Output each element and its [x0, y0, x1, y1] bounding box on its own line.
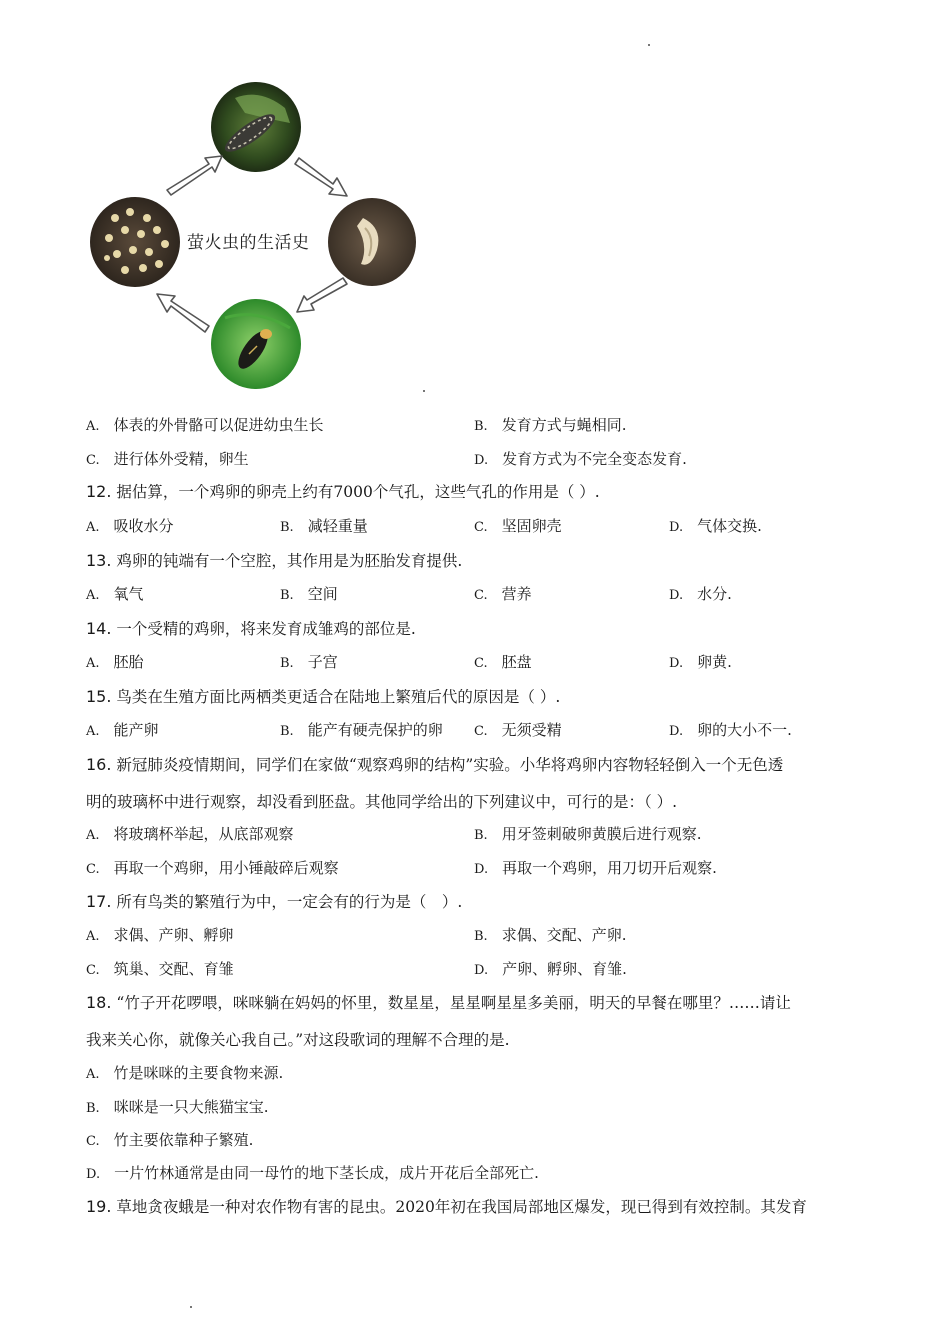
- question-14: 14. 一个受精的鸡卵，将来发育成雏鸡的部位是.: [86, 619, 416, 638]
- stray-dot: [423, 390, 425, 392]
- question-12: 12. 据估算，一个鸡卵的卵壳上约有7000个气孔，这些气孔的作用是（ ）.: [86, 482, 600, 501]
- arrow-egg-to-larva: [167, 156, 222, 195]
- q15-option-a[interactable]: A. 能产卵: [86, 721, 159, 739]
- q14-option-b[interactable]: B. 子宫: [280, 653, 338, 671]
- q12-option-b[interactable]: B. 减轻重量: [280, 517, 368, 535]
- adult-image: [211, 299, 301, 389]
- q15-option-d[interactable]: D. 卵的大小不一.: [669, 721, 792, 739]
- q17-option-a[interactable]: A. 求偶、产卵、孵卵: [86, 926, 234, 944]
- q11-option-d[interactable]: D. 发育方式为不完全变态发育.: [474, 450, 687, 468]
- question-18: 18. “竹子开花啰喂，咪咪躺在妈妈的怀里，数星星，星星啊星星多美丽，明天的早餐在哪里？……请让: [86, 993, 791, 1012]
- egg-image: [90, 197, 180, 287]
- q12-option-a[interactable]: A. 吸收水分: [86, 517, 174, 535]
- q18-option-a[interactable]: A. 竹是咪咪的主要食物来源.: [86, 1064, 284, 1082]
- q16-option-b[interactable]: B. 用牙签刺破卵黄膜后进行观察.: [474, 825, 702, 843]
- q18-option-c[interactable]: C. 竹主要依靠种子繁殖.: [86, 1131, 254, 1149]
- stray-dot: [190, 1306, 192, 1308]
- question-18-line-2: 我来关心你，就像关心我自己。”对这段歌词的理解不合理的是.: [86, 1031, 510, 1049]
- q13-option-d[interactable]: D. 水分.: [669, 585, 732, 603]
- q18-option-b[interactable]: B. 咪咪是一只大熊猫宝宝.: [86, 1098, 269, 1116]
- q13-option-a[interactable]: A. 氧气: [86, 585, 144, 603]
- arrow-pupa-to-adult: [297, 278, 347, 312]
- arrow-larva-to-pupa: [295, 158, 347, 196]
- larva-image: [211, 82, 301, 172]
- q11-option-b[interactable]: B. 发育方式与蝇相同.: [474, 416, 627, 434]
- q15-option-c[interactable]: C. 无须受精: [474, 721, 562, 739]
- question-16-line-2: 明的玻璃杯中进行观察，却没看到胚盘。其他同学给出的下列建议中，可行的是：（ ）.: [86, 793, 678, 811]
- stray-dot: [648, 44, 650, 46]
- firefly-life-cycle-figure: [85, 78, 425, 396]
- q12-option-d[interactable]: D. 气体交换.: [669, 517, 762, 535]
- q13-option-b[interactable]: B. 空间: [280, 585, 338, 603]
- q17-option-d[interactable]: D. 产卵、孵卵、育雏.: [474, 960, 627, 978]
- q16-option-c[interactable]: C. 再取一个鸡卵，用小锤敲碎后观察: [86, 859, 339, 877]
- q14-option-a[interactable]: A. 胚胎: [86, 653, 144, 671]
- q11-option-a[interactable]: A. 体表的外骨骼可以促进幼虫生长: [86, 416, 324, 434]
- q17-option-c[interactable]: C. 筑巢、交配、育雏: [86, 960, 234, 978]
- q17-option-b[interactable]: B. 求偶、交配、产卵.: [474, 926, 627, 944]
- q11-option-c[interactable]: C. 进行体外受精，卵生: [86, 450, 249, 468]
- question-19: 19. 草地贪夜蛾是一种对农作物有害的昆虫。2020年初在我国局部地区爆发，现已得到有效控制。其发育: [86, 1197, 807, 1216]
- pupa-image: [328, 198, 416, 286]
- q14-option-d[interactable]: D. 卵黄.: [669, 653, 732, 671]
- q13-option-c[interactable]: C. 营养: [474, 585, 532, 603]
- q12-option-c[interactable]: C. 坚固卵壳: [474, 517, 562, 535]
- arrow-adult-to-egg: [157, 294, 209, 332]
- question-15: 15. 鸟类在生殖方面比两栖类更适合在陆地上繁殖后代的原因是（ ）.: [86, 687, 561, 706]
- figure-caption: 萤火虫的生活史: [187, 233, 310, 253]
- q16-option-d[interactable]: D. 再取一个鸡卵，用刀切开后观察.: [474, 859, 717, 877]
- q15-option-b[interactable]: B. 能产有硬壳保护的卵: [280, 721, 443, 739]
- q16-option-a[interactable]: A. 将玻璃杯举起，从底部观察: [86, 825, 294, 843]
- question-16: 16. 新冠肺炎疫情期间，同学们在家做“观察鸡卵的结构”实验。小华将鸡卵内容物轻轻倒入一个无色透: [86, 755, 784, 774]
- question-17: 17. 所有鸟类的繁殖行为中，一定会有的行为是（ ）.: [86, 892, 463, 911]
- q14-option-c[interactable]: C. 胚盘: [474, 653, 532, 671]
- question-13: 13. 鸡卵的钝端有一个空腔，其作用是为胚胎发育提供.: [86, 551, 463, 570]
- q18-option-d[interactable]: D. 一片竹林通常是由同一母竹的地下茎长成，成片开花后全部死亡.: [86, 1164, 539, 1182]
